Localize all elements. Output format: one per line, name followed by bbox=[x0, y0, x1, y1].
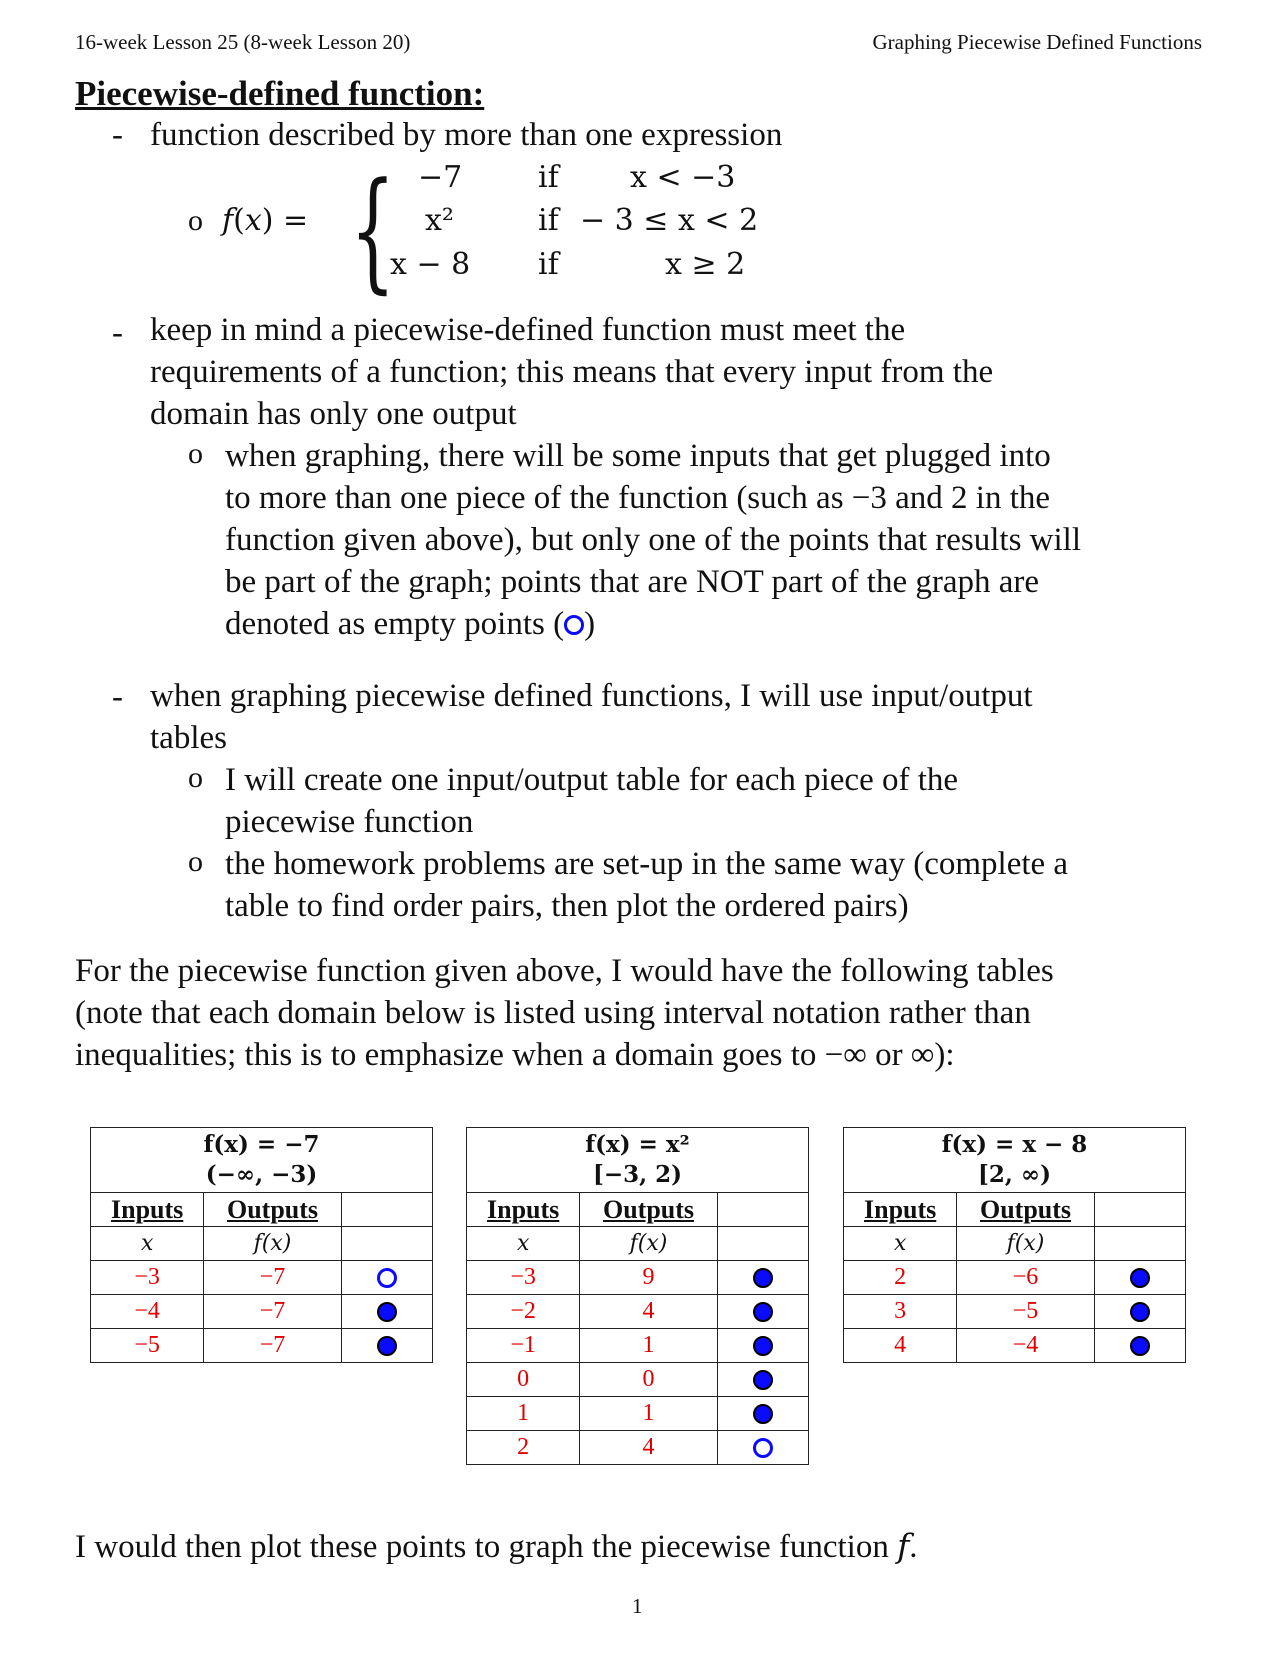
table-header bbox=[91, 1128, 433, 1193]
header-right: Graphing Piecewise Defined Functions bbox=[872, 30, 1202, 54]
sub-2-line-5 bbox=[225, 603, 595, 645]
table-function: f(x) = x² bbox=[585, 1131, 690, 1158]
paragraph-line-3: inequalities; this is to emphasize when a domain goes to −∞ or ∞): bbox=[75, 1037, 955, 1073]
input-value: −3 bbox=[467, 1261, 580, 1295]
empty-point-icon bbox=[753, 1438, 773, 1458]
bullet-dash: - bbox=[112, 679, 123, 715]
page-number: 1 bbox=[632, 1594, 643, 1618]
inputs-label: Inputs bbox=[467, 1193, 580, 1227]
outputs-label: Outputs bbox=[957, 1193, 1094, 1227]
inputs-label: Inputs bbox=[844, 1193, 957, 1227]
def-row-1-expr: −7 bbox=[418, 160, 463, 195]
input-value: 4 bbox=[844, 1329, 957, 1363]
conclusion-period: . bbox=[909, 1529, 918, 1565]
output-value: −7 bbox=[204, 1295, 341, 1329]
sub-2-line-5-text: denoted as empty points ( bbox=[225, 606, 565, 642]
io-table-linear bbox=[843, 1127, 1186, 1363]
def-row-3-cond: x ≥ 2 bbox=[665, 247, 746, 282]
filled-point-icon bbox=[753, 1404, 773, 1424]
output-value: −7 bbox=[204, 1329, 341, 1363]
output-value: 4 bbox=[580, 1295, 717, 1329]
brace-icon: { bbox=[350, 154, 396, 306]
sub-bullet-marker: o bbox=[188, 204, 203, 237]
io-table-square bbox=[466, 1127, 809, 1465]
input-value: −1 bbox=[467, 1329, 580, 1363]
output-variable: f(x) bbox=[957, 1227, 1094, 1261]
paragraph-line-2: (note that each domain below is listed using interval notation rather than bbox=[75, 995, 1031, 1031]
page-title: Piecewise-defined function: bbox=[75, 74, 485, 113]
table-function: f(x) = x − 8 bbox=[941, 1131, 1088, 1158]
def-row-1-if: if bbox=[538, 160, 559, 195]
input-value: −5 bbox=[91, 1329, 204, 1363]
definition-lhs: f(x) = bbox=[222, 203, 309, 238]
bullet-3-line-2: tables bbox=[150, 720, 227, 756]
conclusion-text: I would then plot these points to graph the piecewise function bbox=[75, 1529, 898, 1565]
bullet-2-line-3: domain has only one output bbox=[150, 396, 517, 432]
def-row-2-if: if bbox=[538, 203, 559, 238]
table-domain: [2, ∞) bbox=[978, 1161, 1051, 1188]
filled-point-icon bbox=[1130, 1302, 1150, 1322]
table-row bbox=[844, 1329, 1186, 1363]
sub-2-line-4: be part of the graph; points that are NOT part of the graph are bbox=[225, 564, 1040, 600]
sub-bullet-marker: o bbox=[188, 437, 203, 470]
table-row bbox=[467, 1363, 809, 1397]
inputs-label: Inputs bbox=[91, 1193, 204, 1227]
empty-point-icon bbox=[377, 1268, 397, 1288]
conclusion bbox=[75, 1525, 918, 1568]
bullet-dash: - bbox=[112, 117, 123, 153]
outputs-label: Outputs bbox=[580, 1193, 717, 1227]
outputs-label: Outputs bbox=[204, 1193, 341, 1227]
table-domain: (−∞, −3) bbox=[205, 1161, 318, 1188]
input-variable: x bbox=[467, 1227, 580, 1261]
output-value: −4 bbox=[957, 1329, 1094, 1363]
output-variable: f(x) bbox=[204, 1227, 341, 1261]
filled-point-icon bbox=[753, 1370, 773, 1390]
empty-point-icon bbox=[564, 615, 584, 635]
input-value: 2 bbox=[467, 1431, 580, 1465]
input-value: −3 bbox=[91, 1261, 204, 1295]
output-variable: f(x) bbox=[580, 1227, 717, 1261]
output-value: 1 bbox=[580, 1329, 717, 1363]
header-left: 16-week Lesson 25 (8-week Lesson 20) bbox=[75, 30, 411, 54]
sub-2-line-1: when graphing, there will be some inputs that get plugged into bbox=[225, 438, 1051, 474]
bullet-3-line-1: when graphing piecewise defined functions, I will use input/output bbox=[150, 678, 1033, 714]
input-value: 2 bbox=[844, 1261, 957, 1295]
bullet-1-text: function described by more than one expression bbox=[150, 117, 783, 153]
filled-point-icon bbox=[753, 1302, 773, 1322]
sub-3a-line-2: piecewise function bbox=[225, 804, 474, 840]
sub-3a-line-1: I will create one input/output table for each piece of the bbox=[225, 762, 959, 798]
input-value: −2 bbox=[467, 1295, 580, 1329]
sub-2-line-2: to more than one piece of the function (such as −3 and 2 in the bbox=[225, 480, 1051, 516]
table-row bbox=[91, 1261, 433, 1295]
table-row bbox=[467, 1431, 809, 1465]
bullet-dash: - bbox=[112, 315, 123, 351]
input-value: 0 bbox=[467, 1363, 580, 1397]
sub-2-line-5-close: ) bbox=[584, 606, 596, 642]
table-row bbox=[467, 1329, 809, 1363]
filled-point-icon bbox=[1130, 1268, 1150, 1288]
input-value: 3 bbox=[844, 1295, 957, 1329]
table-row bbox=[467, 1295, 809, 1329]
filled-point-icon bbox=[753, 1336, 773, 1356]
table-row bbox=[467, 1397, 809, 1431]
table-header bbox=[467, 1128, 809, 1193]
table-row bbox=[844, 1295, 1186, 1329]
sub-bullet-marker: o bbox=[188, 845, 203, 878]
table-function: f(x) = −7 bbox=[203, 1131, 320, 1158]
sub-bullet-marker: o bbox=[188, 761, 203, 794]
def-row-2-expr: x² bbox=[425, 203, 454, 238]
output-value: 9 bbox=[580, 1261, 717, 1295]
table-row bbox=[91, 1329, 433, 1363]
table-domain: [−3, 2) bbox=[592, 1161, 683, 1188]
output-value: −6 bbox=[957, 1261, 1094, 1295]
output-value: −5 bbox=[957, 1295, 1094, 1329]
filled-point-icon bbox=[1130, 1336, 1150, 1356]
output-value: 0 bbox=[580, 1363, 717, 1397]
filled-point-icon bbox=[377, 1302, 397, 1322]
paragraph-line-1: For the piecewise function given above, I would have the following tables bbox=[75, 953, 1054, 989]
table-row bbox=[844, 1261, 1186, 1295]
bullet-2-line-1: keep in mind a piecewise-defined function must meet the bbox=[150, 312, 906, 348]
table-header bbox=[844, 1128, 1186, 1193]
filled-point-icon bbox=[753, 1268, 773, 1288]
output-value: −7 bbox=[204, 1261, 341, 1295]
def-row-1-cond: x < −3 bbox=[630, 160, 736, 195]
bullet-2-line-2: requirements of a function; this means that every input from the bbox=[150, 354, 994, 390]
table-row bbox=[91, 1295, 433, 1329]
sub-2-line-3: function given above), but only one of the points that results will bbox=[225, 522, 1082, 558]
table-row bbox=[467, 1261, 809, 1295]
input-variable: x bbox=[844, 1227, 957, 1261]
input-variable: x bbox=[91, 1227, 204, 1261]
input-value: −4 bbox=[91, 1295, 204, 1329]
def-row-3-if: if bbox=[538, 247, 559, 282]
output-value: 1 bbox=[580, 1397, 717, 1431]
def-row-2-cond: − 3 ≤ x < 2 bbox=[580, 203, 759, 238]
io-table-constant bbox=[90, 1127, 433, 1363]
conclusion-variable: f bbox=[897, 1526, 910, 1565]
output-value: 4 bbox=[580, 1431, 717, 1465]
filled-point-icon bbox=[377, 1336, 397, 1356]
input-value: 1 bbox=[467, 1397, 580, 1431]
sub-3b-line-2: table to find order pairs, then plot the ordered pairs) bbox=[225, 888, 909, 924]
sub-3b-line-1: the homework problems are set-up in the same way (complete a bbox=[225, 846, 1069, 882]
def-row-3-expr: x − 8 bbox=[390, 247, 471, 282]
